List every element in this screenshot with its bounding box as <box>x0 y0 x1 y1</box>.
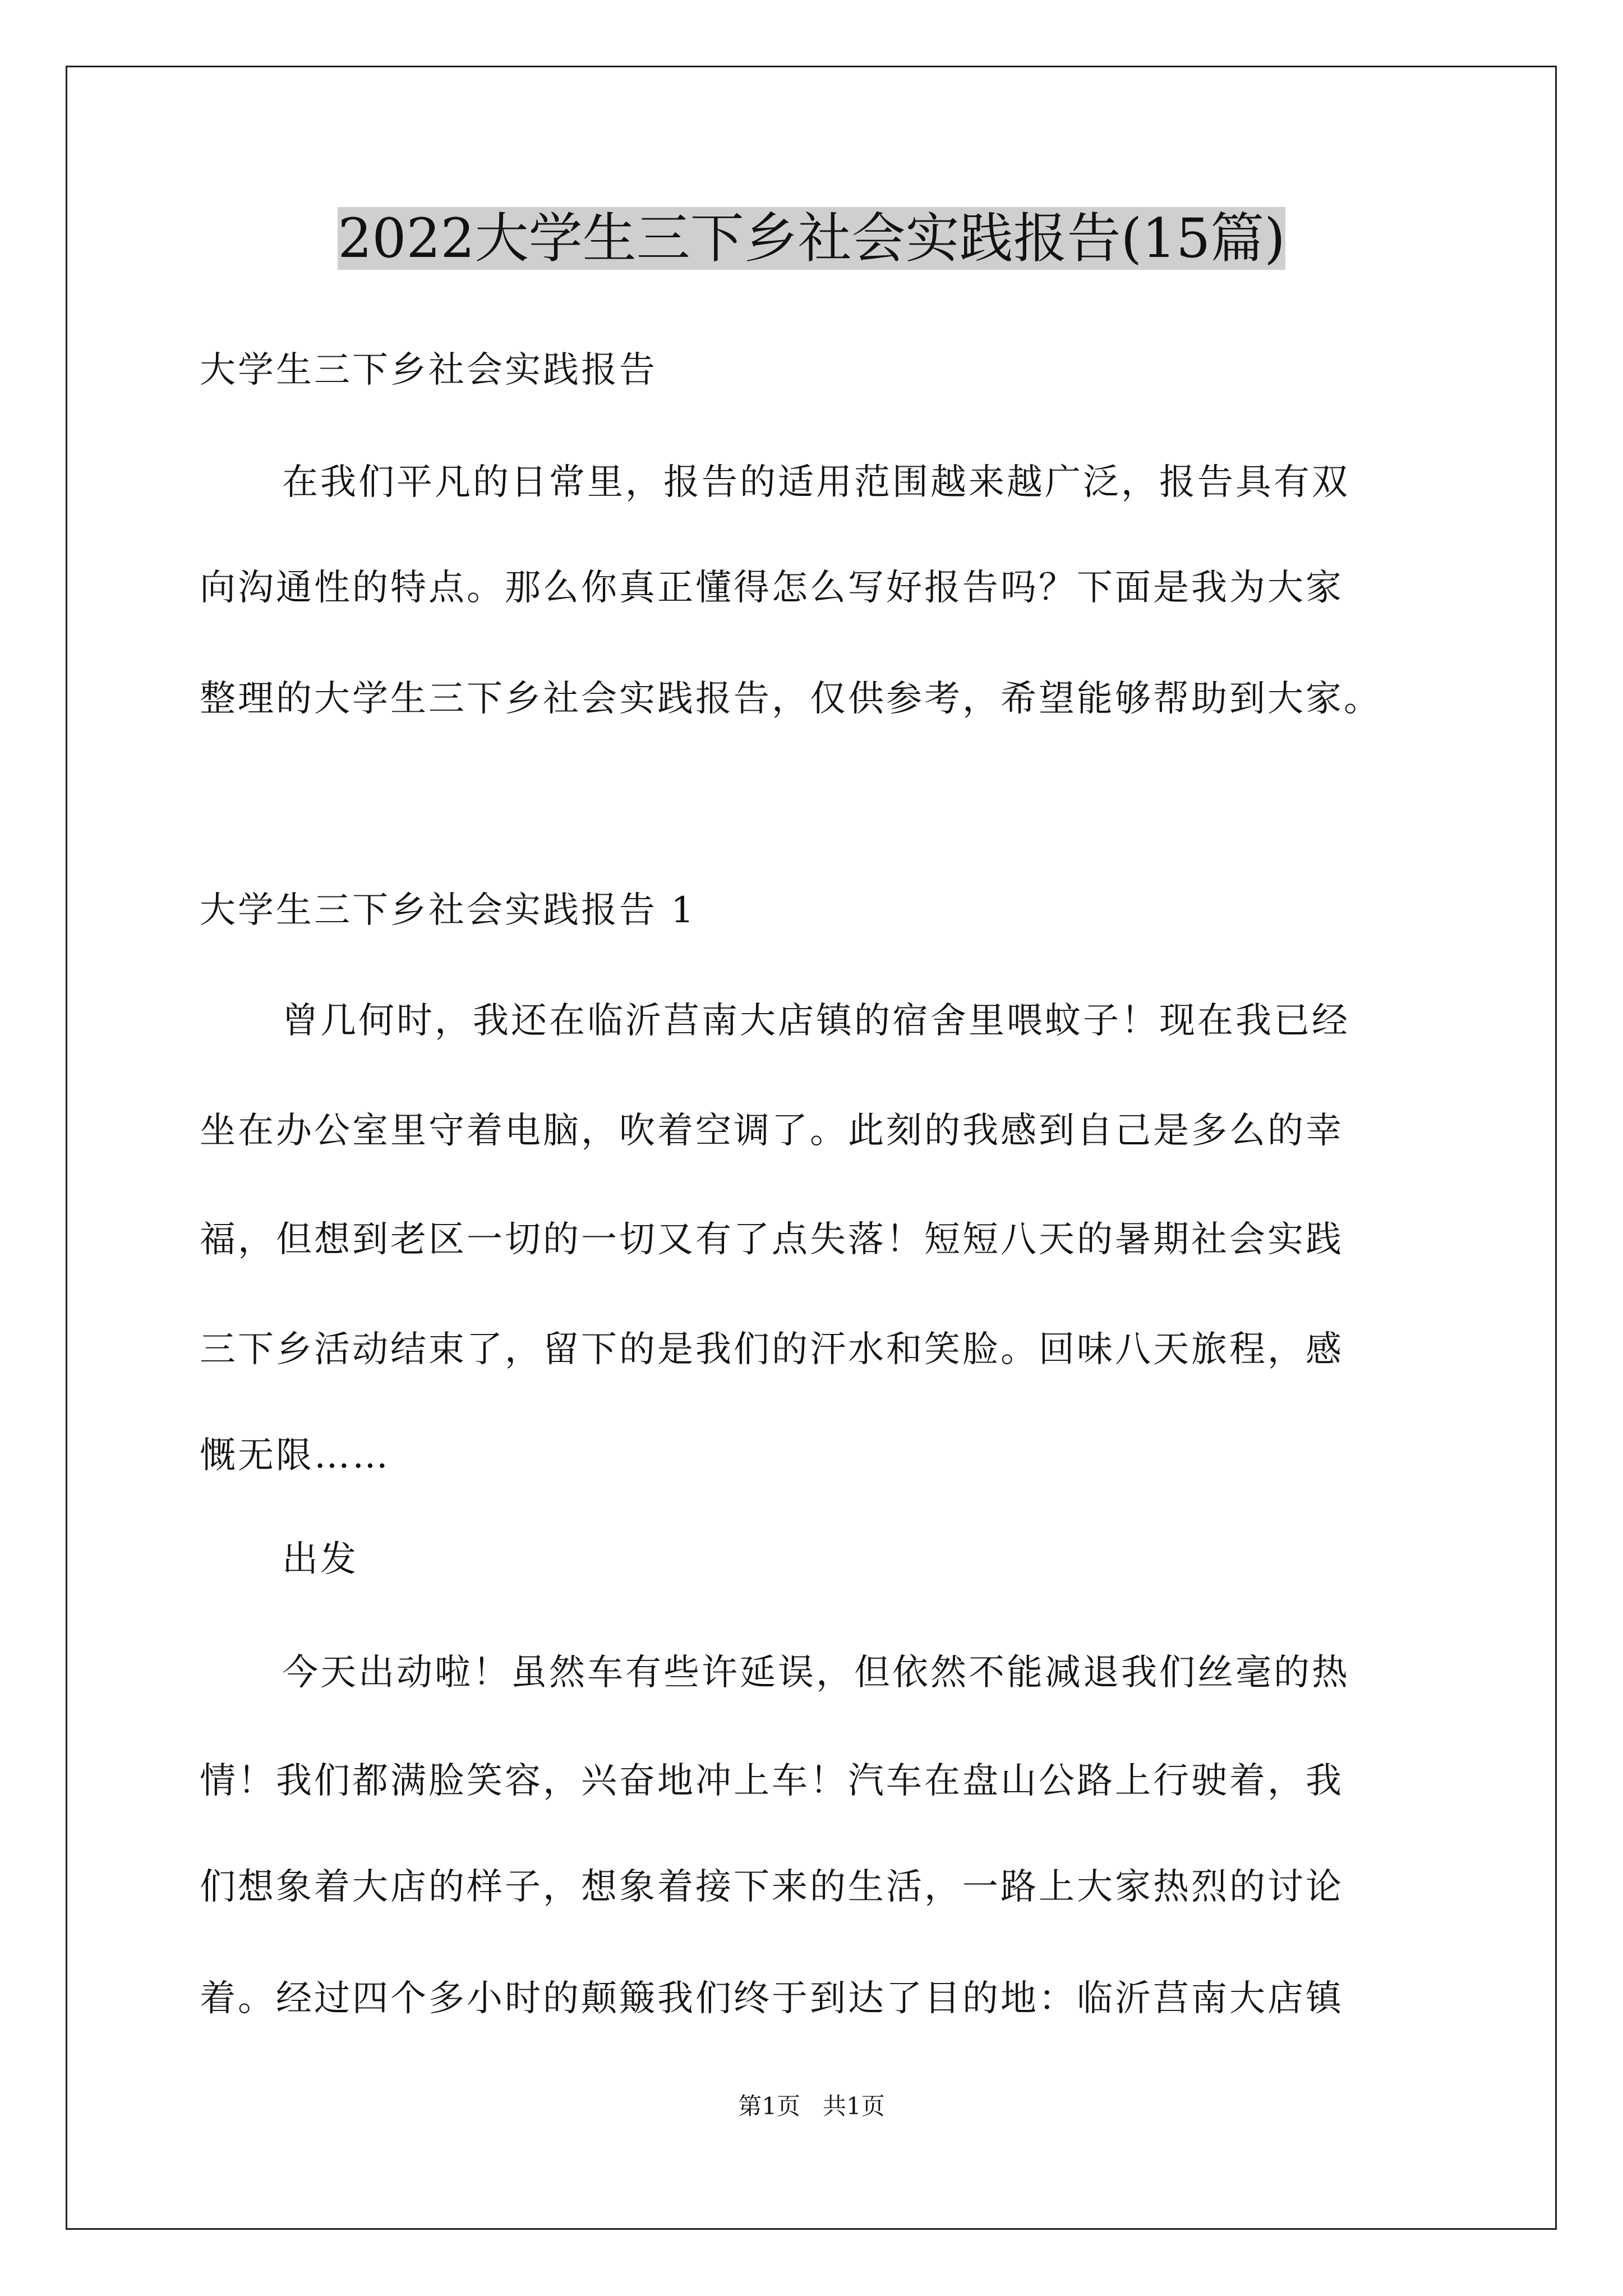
page-footer: 第1页 共1页 <box>738 2092 885 2120</box>
paragraph-line: 福，但想到老区一切的一切又有了点失落！短短八天的暑期社会实践 <box>200 1219 1344 1260</box>
paragraph-line: 们想象着大店的样子，想象着接下来的生活，一路上大家热烈的讨论 <box>200 1866 1344 1908</box>
title-highlight: 2022大学生三下乡社会实践报告(15篇) <box>338 207 1285 270</box>
paragraph-line: 整理的大学生三下乡社会实践报告，仅供参考，希望能够帮助到大家。 <box>200 678 1382 720</box>
paragraph-line: 今天出动啦！虽然车有些许延误，但依然不能减退我们丝毫的热 <box>282 1652 1350 1694</box>
paragraph-line: 着。经过四个多小时的颠簸我们终于到达了目的地：临沂莒南大店镇 <box>200 1978 1344 2019</box>
subheading: 出发 <box>282 1539 358 1580</box>
paragraph-line: 向沟通性的特点。那么你真正懂得怎么写好报告吗？下面是我为大家 <box>200 567 1344 609</box>
paragraph-line: 在我们平凡的日常里，报告的适用范围越来越广泛，报告具有双 <box>282 462 1350 503</box>
paragraph-line: 曾几何时，我还在临沂莒南大店镇的宿舍里喂蚊子！现在我已经 <box>282 1000 1350 1042</box>
section-heading: 大学生三下乡社会实践报告 <box>200 349 657 391</box>
document-title <box>332 199 1290 278</box>
paragraph-line: 慨无限…… <box>200 1435 390 1476</box>
paragraph-line: 情！我们都满脸笑容，兴奋地冲上车！汽车在盘山公路上行驶着，我 <box>200 1760 1344 1802</box>
section-heading: 大学生三下乡社会实践报告 1 <box>200 890 697 931</box>
title-container <box>0 199 1623 278</box>
paragraph-line: 坐在办公室里守着电脑，吹着空调了。此刻的我感到自己是多么的幸 <box>200 1110 1344 1152</box>
paragraph-line: 三下乡活动结束了，留下的是我们的汗水和笑脸。回味八天旅程，感 <box>200 1329 1344 1370</box>
